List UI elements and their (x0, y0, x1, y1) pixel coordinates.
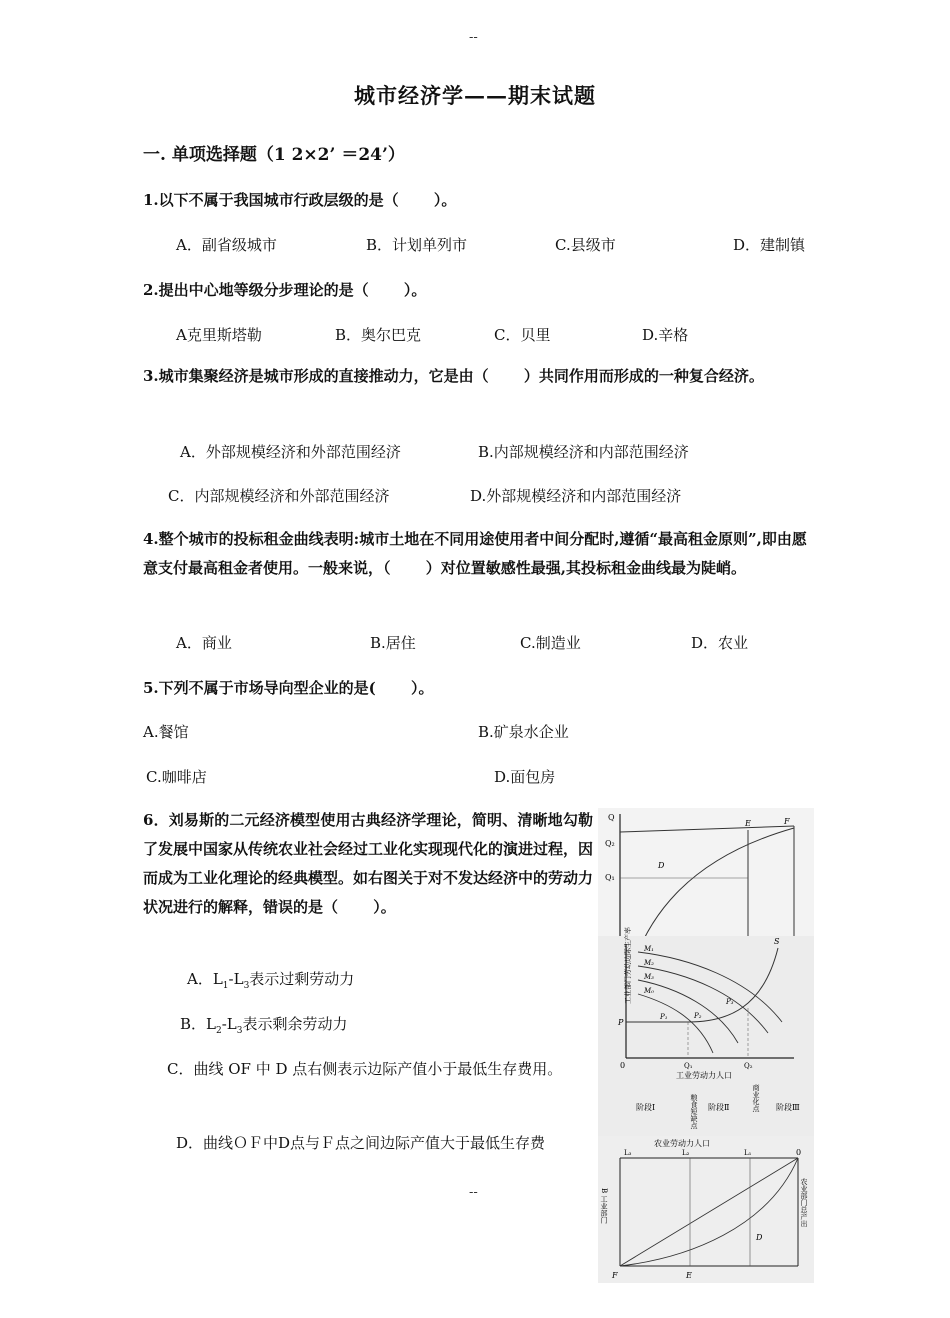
fig-label-e-bottom: E (686, 1271, 692, 1280)
q6-b-mid: -L (221, 1015, 237, 1033)
q5-option-c: C.咖啡店 (146, 768, 207, 786)
q6-b-rest: 表示剩余劳动力 (242, 1015, 348, 1033)
fig-label-f-bottom: F (612, 1271, 618, 1280)
fig-label-q2-mid: Q₂ (744, 1062, 753, 1070)
q6-a-sub1: 1 (222, 981, 229, 991)
q3-option-c: C．内部规模经济和外部范围经济 (168, 487, 390, 505)
fig-grain-shortage: 粮食短缺点 (690, 1094, 698, 1129)
q5-option-d: D.面包房 (494, 768, 556, 786)
fig-label-o-mid: 0 (620, 1061, 626, 1070)
page-title: 城市经济学——期末试题 (354, 83, 596, 108)
page-header-mark: -- (469, 30, 478, 45)
fig-label-m1: M₁ (644, 945, 654, 953)
question-2-stem: 2.提出中心地等级分步理论的是（ ）。 (143, 281, 427, 299)
fig-label-q: Q (608, 813, 615, 822)
q6-option-b (180, 1010, 348, 1046)
question-3-stem: 3.城市集聚经济是城市形成的直接推动力，它是由（ ）共同作用而形成的一种复合经济。 (143, 367, 764, 385)
figure-bottom-panel (598, 1136, 814, 1283)
q4-option-a: A．商业 (176, 634, 232, 652)
fig-label-m2: M₂ (644, 959, 654, 967)
q4-option-d: D．农业 (691, 634, 749, 652)
q6-a-rest: 表示过剩劳动力 (249, 970, 355, 988)
fig-commercial-point: 商业化点 (752, 1084, 760, 1112)
q6-option-c: C．曲线 OF 中 D 点右侧表示边际产值小于最低生存费用。 (167, 1060, 563, 1078)
q6-b-sub1: 2 (215, 1026, 222, 1036)
q6-option-a (187, 965, 354, 1001)
fig-label-q2-top: Q₂ (605, 839, 615, 848)
question-1-stem: 1.以下不属于我国城市行政层级的是（ ）。 (143, 191, 457, 209)
fig-mid-x-axis: 工业劳动力人口 (676, 1071, 732, 1080)
q4-option-b: B.居住 (370, 634, 416, 652)
q5-option-a: A.餐馆 (143, 723, 189, 741)
fig-label-p: P (618, 1018, 624, 1027)
question-5-stem: 5.下列不属于市场导向型企业的是( ）。 (143, 679, 434, 697)
fig-label-o-bottom: 0 (796, 1148, 802, 1157)
q1-option-c: C.县级市 (555, 236, 616, 254)
fig-label-e-top: E (745, 819, 751, 828)
q1-option-a: A．副省级城市 (176, 236, 277, 254)
fig-bottom-title: 农业劳动力人口 (654, 1139, 710, 1148)
fig-label-l3: L₃ (624, 1149, 632, 1157)
fig-bottom-left-axis: B 工业部门 (600, 1188, 608, 1224)
fig-label-d-bottom: D (756, 1233, 763, 1242)
q6-b-sub2: 3 (236, 1026, 243, 1036)
fig-stage-2: 阶段Ⅱ (708, 1103, 730, 1112)
q1-option-d: D．建制镇 (733, 236, 806, 254)
fig-label-p3: P₃ (726, 998, 734, 1006)
fig-label-s: S (774, 937, 780, 946)
fig-label-q1-top: Q₁ (605, 873, 615, 882)
fig-stage-1: 阶段Ⅰ (636, 1103, 656, 1112)
fig-label-m3: M₃ (644, 973, 654, 981)
fig-stage-3: 阶段Ⅲ (776, 1103, 800, 1112)
fig-label-l2: L₂ (682, 1149, 690, 1157)
fig-label-p2: P₂ (694, 1012, 702, 1020)
fig-label-m0: M₀ (644, 987, 654, 995)
fig-mid-y-axis: 工业部门劳动边际生产率 (624, 927, 632, 1004)
question-6-stem: 6．刘易斯的二元经济模型使用古典经济学理论，简明、清晰地勾勒了发展中国家从传统农业社会经过工业化实现现代化的演进过程，因而成为工业化理论的经典模型。如右图关于对不发达经济中的劳动力状况进行的解释，错误的是（ ）。 (143, 811, 594, 916)
q2-option-c: C．贝里 (494, 326, 551, 344)
lewis-model-figure (598, 808, 814, 1283)
q4-option-c: C.制造业 (520, 634, 581, 652)
fig-label-q1-mid: Q₁ (684, 1062, 693, 1070)
section-heading: 一. 单项选择题（1 2×2’ ＝24’） (143, 145, 405, 165)
q6-option-d: D．曲线ＯＦ中D点与Ｆ点之间边际产值大于最低生存费 (176, 1134, 546, 1152)
q2-option-d: D.辛格 (642, 326, 689, 344)
fig-label-d-top: D (658, 861, 665, 870)
q1-option-b: B．计划单列市 (366, 236, 468, 254)
q5-option-b: B.矿泉水企业 (478, 723, 569, 741)
q3-option-a: A．外部规模经济和外部范围经济 (180, 443, 401, 461)
fig-label-p1: P₁ (660, 1013, 668, 1021)
question-4-stem: 4.整个城市的投标租金曲线表明:城市土地在不同用途使用者中间分配时,遵循“最高租金原则”,即由愿意支付最高租金者使用。一般来说，（ ）对位置敏感性最强,其投标租金曲线最为陡峭。 (143, 530, 807, 577)
fig-label-l1: L₁ (744, 1149, 752, 1157)
page-footer-mark: -- (469, 1185, 478, 1200)
q3-option-b: B.内部规模经济和内部范围经济 (478, 443, 689, 461)
q6-a-prefix: A．L (187, 970, 223, 988)
fig-label-f-top: F (784, 817, 790, 826)
q2-option-b: B．奥尔巴克 (335, 326, 422, 344)
figure-middle-panel (598, 927, 814, 1136)
q6-a-sub2: 3 (243, 981, 250, 991)
fig-bottom-right-axis: 农业部门总产出 (800, 1178, 808, 1227)
q6-a-mid: -L (228, 970, 244, 988)
q3-option-d: D.外部规模经济和内部范围经济 (470, 487, 682, 505)
q2-option-a: A克里斯塔勒 (176, 326, 262, 344)
q6-b-prefix: B．L (180, 1015, 216, 1033)
